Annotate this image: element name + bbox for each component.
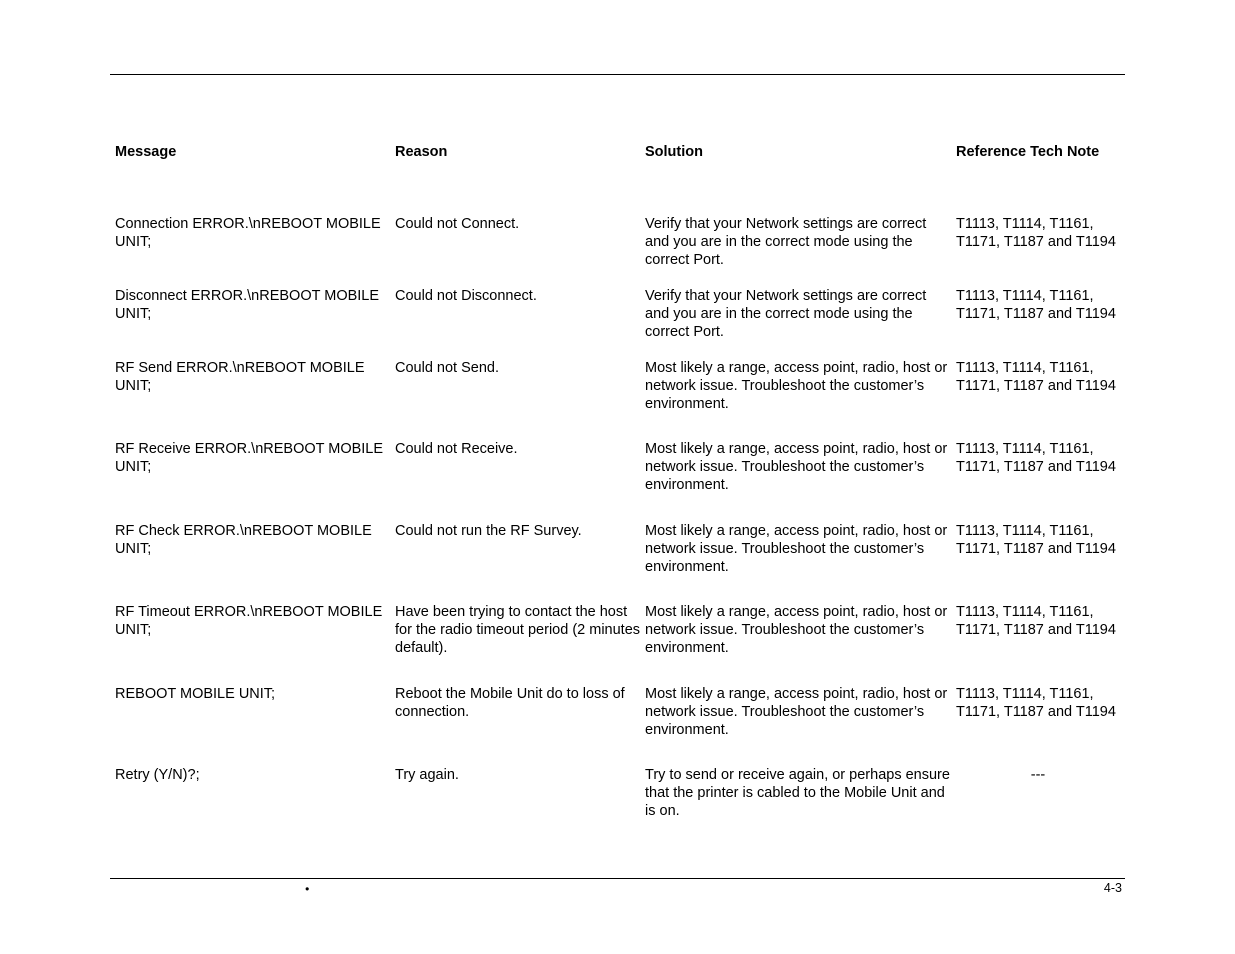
reference-cell: T1113, T1114, T1161, T1171, T1187 and T1194	[956, 441, 1116, 475]
message-cell: RF Check ERROR.\nREBOOT MOBILE UNIT;	[115, 523, 372, 557]
solution-cell: Verify that your Network settings are correct and you are in the correct mode using the correct Port.	[645, 288, 927, 340]
reason-cell: Have been trying to contact the host for the radio timeout period (2 minutes default).	[395, 604, 641, 656]
reason-cell: Try again.	[395, 767, 459, 783]
reason-cell: Reboot the Mobile Unit do to loss of connection.	[395, 686, 625, 720]
reference-cell: T1113, T1114, T1161, T1171, T1187 and T1194	[956, 604, 1116, 638]
column-header-solution: Solution	[645, 144, 703, 160]
message-cell: Retry (Y/N)?;	[115, 767, 200, 783]
table-row	[0, 766, 1235, 826]
message-cell: Connection ERROR.\nREBOOT MOBILE UNIT;	[115, 216, 381, 250]
reason-cell: Could not Disconnect.	[395, 288, 537, 304]
solution-cell: Most likely a range, access point, radio, host or network issue. Troubleshoot the customer’s environment.	[645, 523, 948, 575]
reference-cell: T1113, T1114, T1161, T1171, T1187 and T1194	[956, 216, 1116, 250]
solution-cell: Try to send or receive again, or perhaps ensure that the printer is cabled to the Mobile Unit and is on.	[645, 767, 950, 819]
solution-cell: Most likely a range, access point, radio, host or network issue. Troubleshoot the customer’s environment.	[645, 604, 948, 656]
message-cell: RF Timeout ERROR.\nREBOOT MOBILE UNIT;	[115, 604, 383, 638]
reference-cell: T1113, T1114, T1161, T1171, T1187 and T1194	[956, 686, 1116, 720]
message-cell: RF Send ERROR.\nREBOOT MOBILE UNIT;	[115, 360, 365, 394]
table-row	[0, 287, 1235, 347]
message-cell: RF Receive ERROR.\nREBOOT MOBILE UNIT;	[115, 441, 384, 475]
footer-bullet: •	[305, 882, 310, 896]
solution-cell: Most likely a range, access point, radio, host or network issue. Troubleshoot the customer’s environment.	[645, 686, 948, 738]
reference-cell: T1113, T1114, T1161, T1171, T1187 and T1194	[956, 523, 1116, 557]
page-number: 4-3	[1103, 881, 1122, 895]
solution-cell: Verify that your Network settings are correct and you are in the correct mode using the correct Port.	[645, 216, 927, 268]
solution-cell: Most likely a range, access point, radio, host or network issue. Troubleshoot the customer’s environment.	[645, 441, 948, 493]
footer-rule	[110, 878, 1125, 879]
table-row	[0, 359, 1235, 419]
reference-cell: T1113, T1114, T1161, T1171, T1187 and T1194	[956, 360, 1116, 394]
reason-cell: Could not Connect.	[395, 216, 520, 232]
header-rule	[110, 74, 1125, 75]
table-row	[0, 215, 1235, 275]
reference-cell: ---	[1030, 767, 1046, 783]
reference-cell: T1113, T1114, T1161, T1171, T1187 and T1194	[956, 288, 1116, 322]
column-header-reference: Reference Tech Note	[956, 144, 1100, 160]
reason-cell: Could not Receive.	[395, 441, 518, 457]
table-row	[0, 522, 1235, 582]
column-header-reason: Reason	[395, 144, 448, 160]
message-cell: REBOOT MOBILE UNIT;	[115, 686, 276, 702]
message-cell: Disconnect ERROR.\nREBOOT MOBILE UNIT;	[115, 288, 380, 322]
solution-cell: Most likely a range, access point, radio, host or network issue. Troubleshoot the customer’s environment.	[645, 360, 948, 412]
reason-cell: Could not Send.	[395, 360, 499, 376]
table-row	[0, 440, 1235, 500]
table-row	[0, 603, 1235, 663]
table-row	[0, 685, 1235, 745]
reason-cell: Could not run the RF Survey.	[395, 523, 582, 539]
column-header-message: Message	[115, 144, 177, 160]
